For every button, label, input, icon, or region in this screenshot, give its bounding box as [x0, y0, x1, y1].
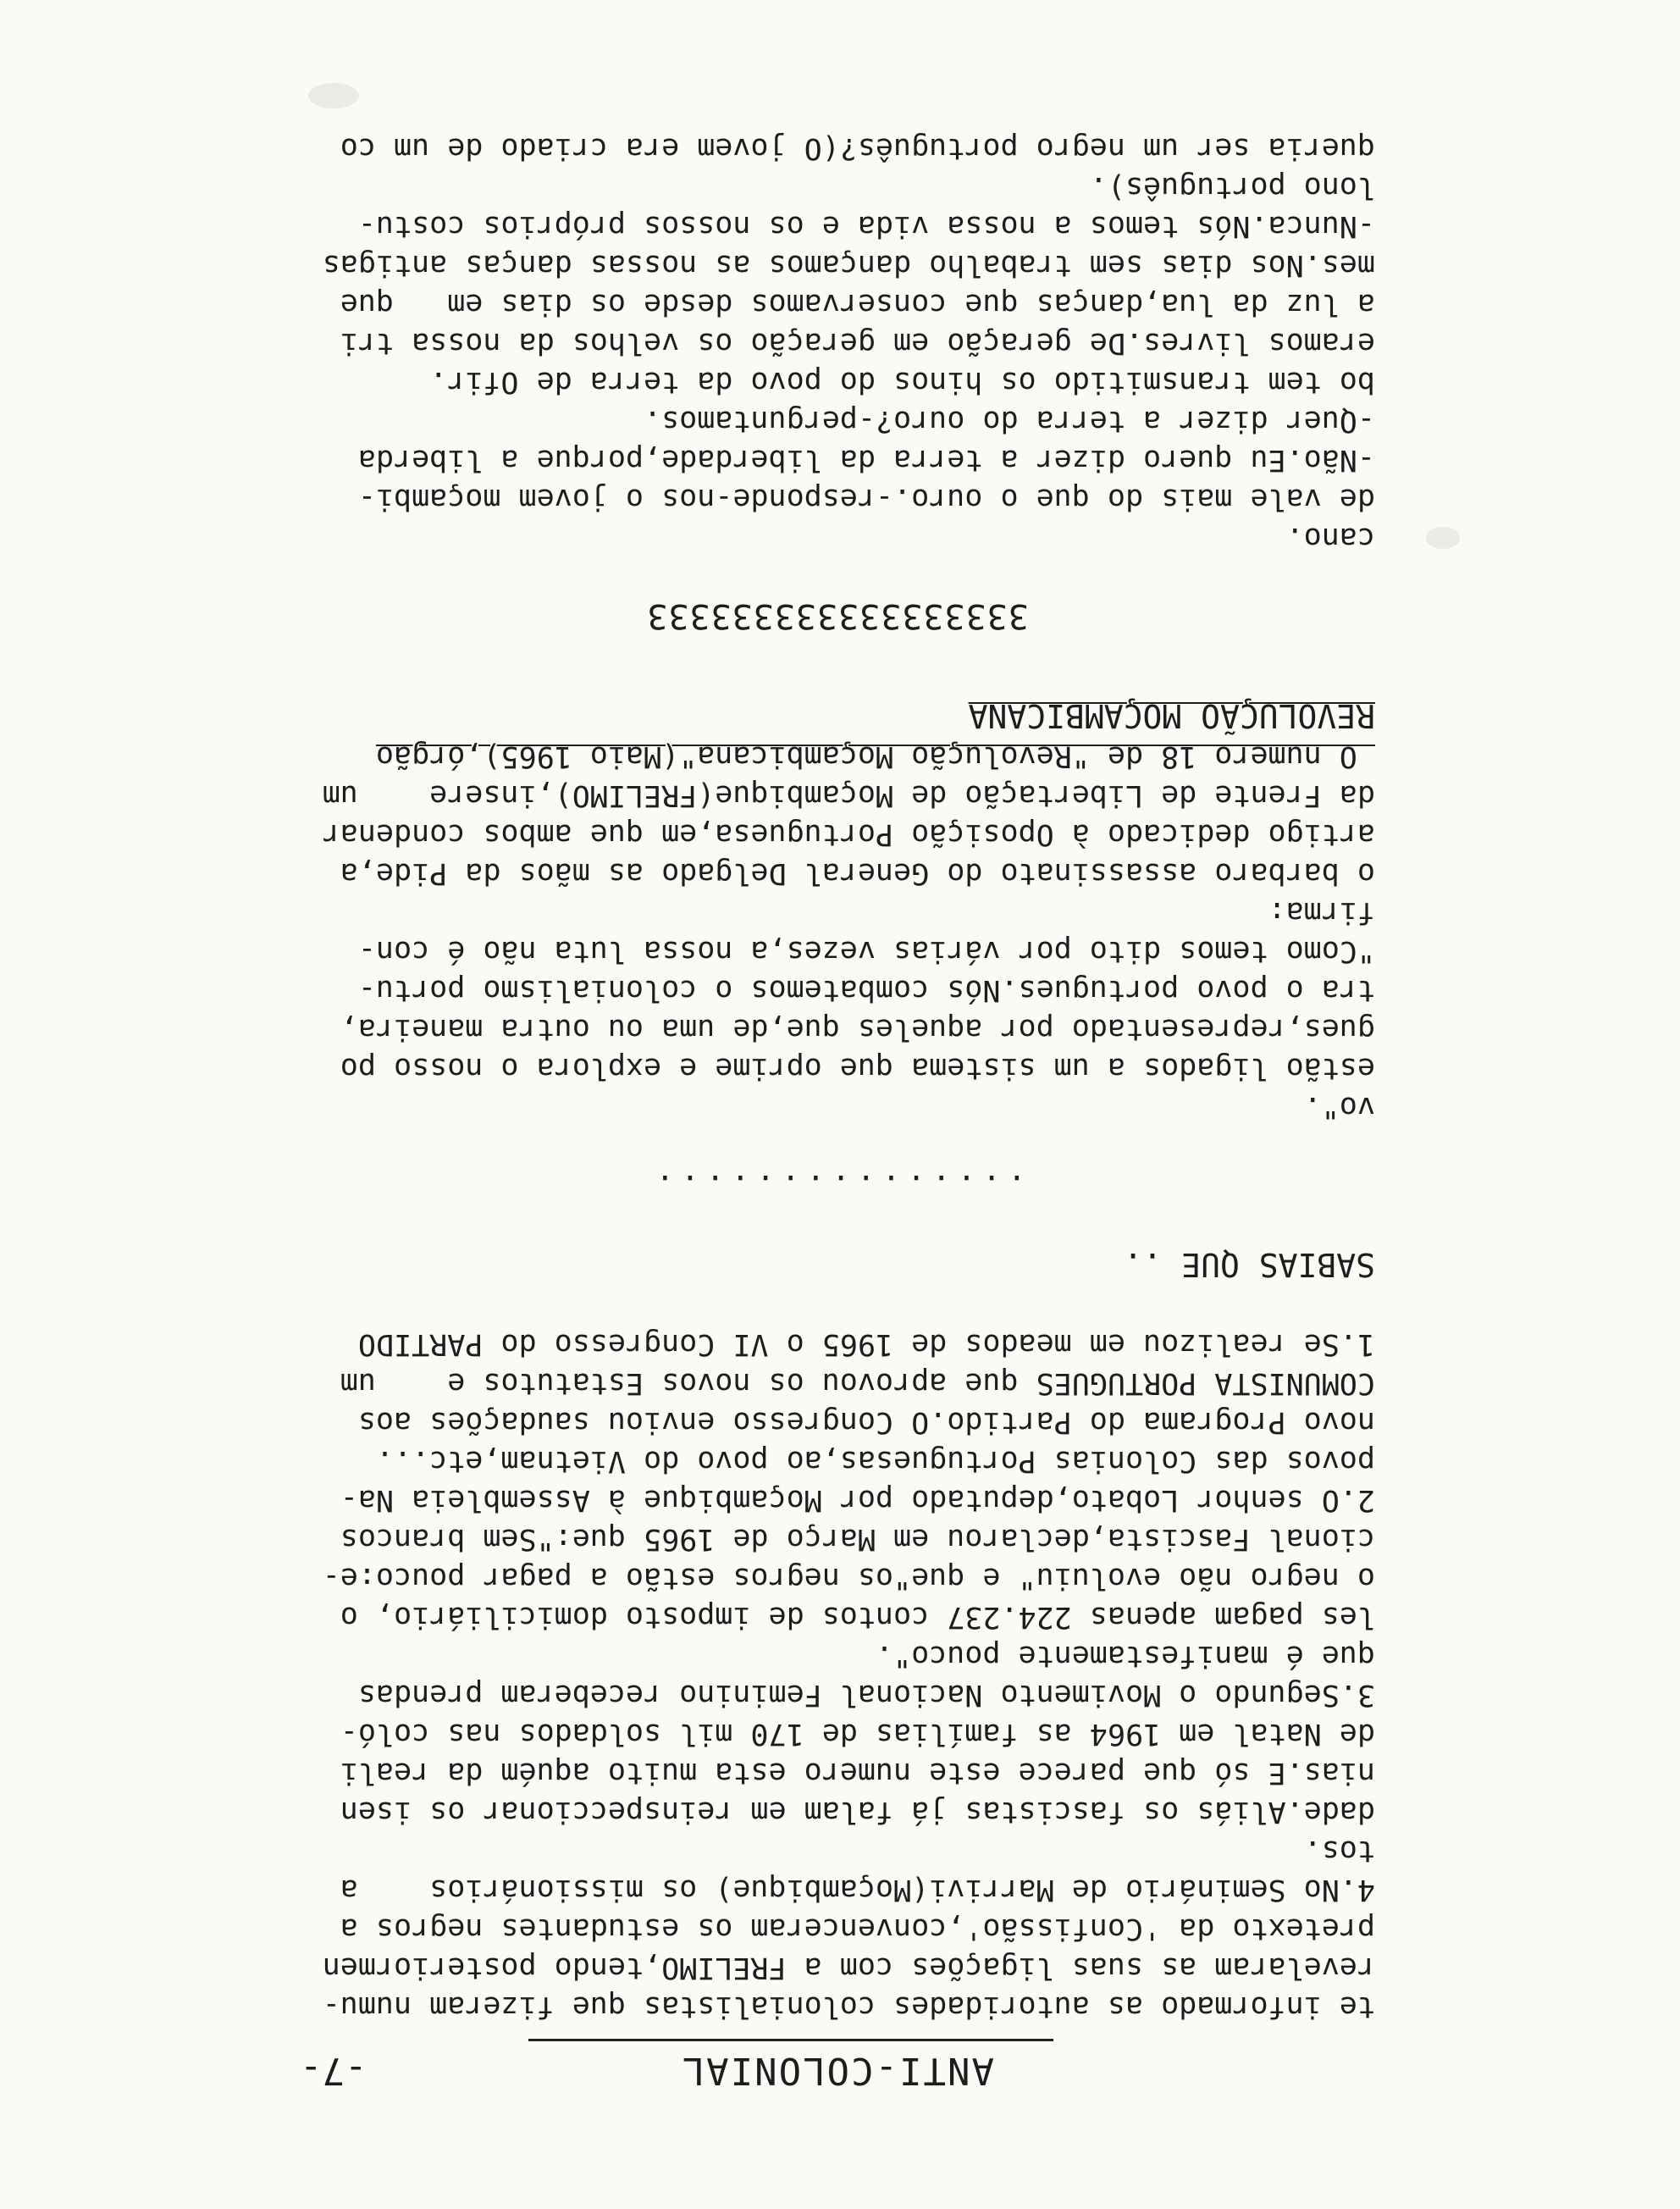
text-line: 2.O senhor Lobato,deputado por Moçambique à Assembleia Na- [340, 1483, 1375, 1517]
text-line: o barbaro assassinato do General Delgado as mãos da Pide,a [340, 856, 1375, 890]
page-number: -7- [300, 2049, 368, 2092]
text-line: de Natal em 1964 as famílias de 170 mil soldados nas coló- [340, 1717, 1375, 1751]
text-line: -Quer dizer a terra do ouro?-perguntamos. [644, 404, 1375, 438]
squiggle-divider: 333333333333333333 [646, 596, 1029, 635]
paper-smudge [1426, 527, 1460, 549]
text-line: -Nunca.Nós temos a nossa vida e os nossos próprios costu- [357, 209, 1375, 243]
paper-smudge [308, 83, 359, 108]
text-line: bo tem transmitido os hinos do povo da terra de Ofir. [429, 365, 1375, 399]
text-line: COMUNISTA PORTUGUES que aprovou os novos Estatutos e um [340, 1366, 1375, 1400]
text-line: a luz da lua,danças que conservamos desde os dias em que [340, 287, 1375, 321]
text-line: mes.Nos dias sem trabalho dançamos as nossas danças antigas [322, 248, 1375, 282]
revolucao-heading: REVOLUÇÃO MOÇAMBICANA [968, 697, 1375, 734]
text-line: dade.Aliás os fascistas já falam em reinspeccionar os isen [340, 1795, 1375, 1829]
closing-paragraphs [300, 129, 1375, 557]
text-line: pretexto da 'Confissão',convenceram os estudantes negros a [340, 1912, 1375, 1946]
text-line: cional Fascista,declarou em Março de 1965 que:"Sem brancos [340, 1522, 1375, 1556]
text-line: gues,representado por aqueles que,de uma ou outra maneira, [340, 1012, 1375, 1046]
text-line: estão ligados a um sistema que oprime e explora o nosso po [340, 1051, 1375, 1085]
text-line: o negro não evoluiu" e que"os negros estão a pagar pouco:e- [322, 1561, 1375, 1595]
text-line: "Como temos dito por várias vezes,a nossa luta não é con- [357, 934, 1375, 968]
text-line: te informado as autoridades colonialistas que fizeram numu- [322, 1990, 1375, 2024]
text-line: 4.No Seminário de Marrivi(Moçambique) os missionários a [340, 1873, 1375, 1907]
text-line: O numero 18 de "Revolução Moçambicana"(Maio 1965),órgão [375, 739, 1375, 773]
dotted-divider: ............... [649, 1168, 1026, 1203]
text-line: cano. [1285, 521, 1375, 555]
text-line: da Frente de Libertação de Moçambique(FRELIMO),insere um [322, 778, 1375, 812]
text-line: nias.E só que parece este numero esta muito aquém da reali [340, 1756, 1375, 1790]
text-line: lono português). [1089, 170, 1375, 204]
text-line: firma: [1268, 895, 1375, 929]
text-line: povos das Colonias Portuguesas,ao povo do Vietnam,etc... [375, 1444, 1375, 1478]
header-rule [528, 2039, 1053, 2041]
text-line: novo Programa do Partido.O Congresso enviou saudações aos [357, 1405, 1375, 1439]
sabias-heading: SABIAS QUE .. [1123, 1246, 1375, 1283]
document-content [300, 129, 1375, 2092]
text-line: queria ser um negro português?(O jovem era criado de um co [340, 131, 1375, 165]
text-line: tos. [1303, 1834, 1375, 1868]
text-line: eramos livres.De geração em geração os velhos da nossa tri [340, 326, 1375, 360]
text-line: vo". [1303, 1090, 1375, 1124]
text-line: 3.Segundo o Movimento Nacional Feminino receberam prendas [357, 1678, 1375, 1712]
text-line: artigo dedicado à Oposição Portuguesa,em que ambos condenar [322, 817, 1375, 851]
text-line: que é manifestamente pouco". [875, 1639, 1375, 1673]
text-line: -Não.Eu quero dizer a terra da liberdade,porque a liberda [357, 443, 1375, 477]
text-line: revelaram as suas ligações com a FRELIMO,tendo posteriormen [322, 1951, 1375, 1985]
revolucao-paragraphs [300, 737, 1375, 1127]
intro-paragraphs [300, 1325, 1375, 2026]
text-line: 1.Se realizou em meados de 1965 o VI Congresso do PARTIDO [357, 1327, 1375, 1361]
text-line: tra o povo portugues.Nós combatemos o colonialismo portu- [357, 973, 1375, 1007]
page-title: ANTI-COLONIAL [680, 2049, 994, 2092]
page-header [300, 2041, 1375, 2092]
text-line: de vale mais do que o ouro.-responde-nos o jovem moçambi- [357, 482, 1375, 516]
text-line: les pagam apenas 224.237 contos de imposto domiciliário, o [340, 1600, 1375, 1634]
